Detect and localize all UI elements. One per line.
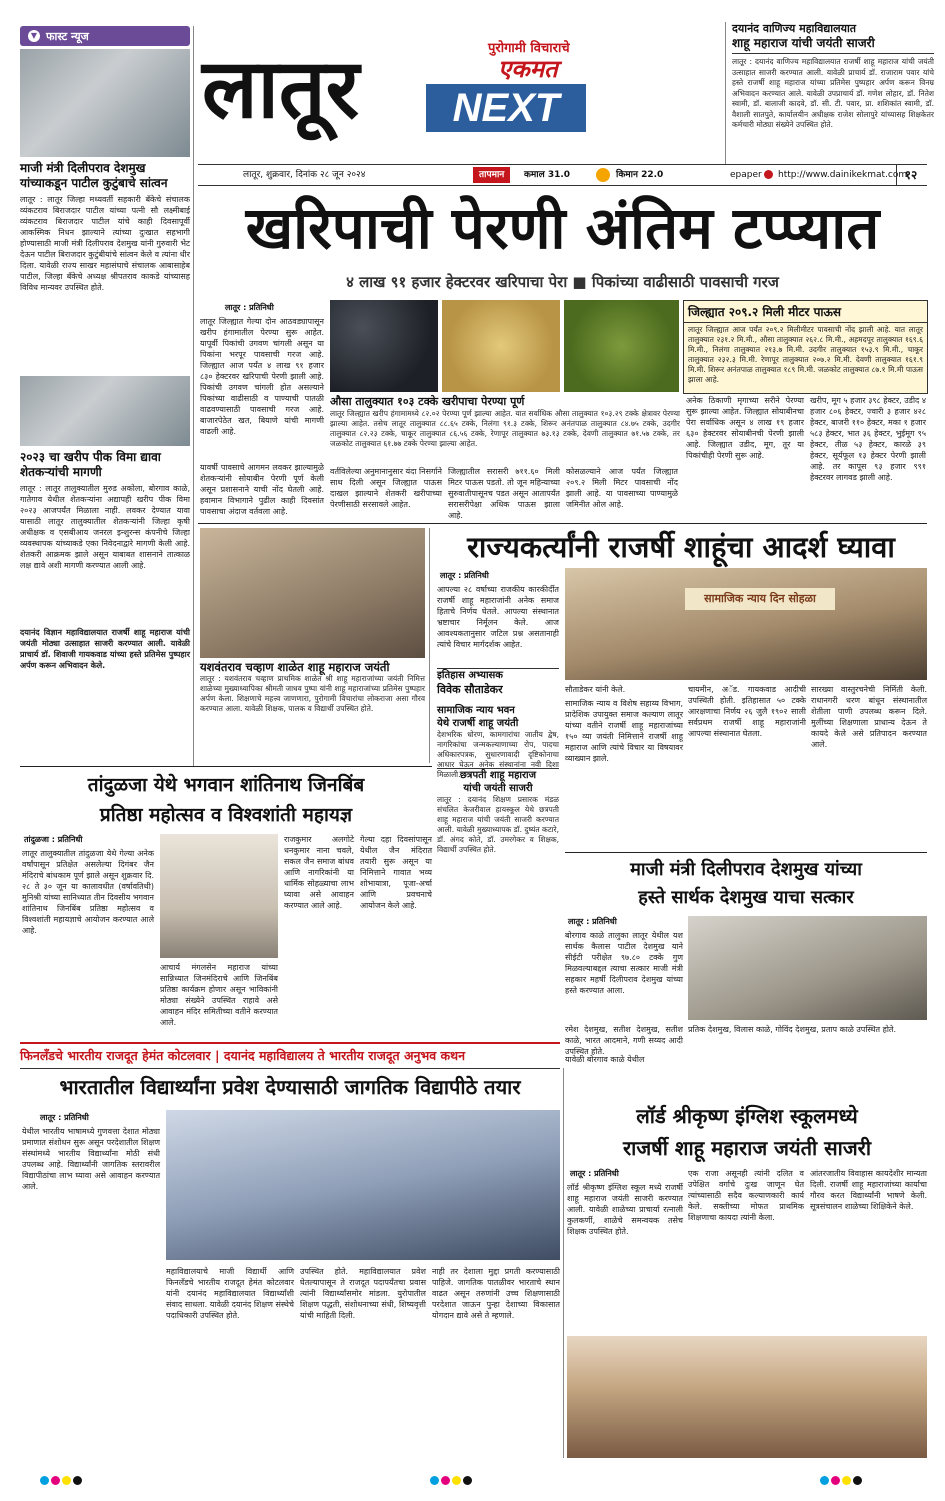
- registration-marks-right: [820, 1470, 920, 1484]
- krishna-column-3: आंतरजातीय विवाहास कायदेशीर मान्यता दिली. राजर्षी शाहू महाराजांच्या कार्याचा गौरव करत विद्यार्थ्यांनी भाषणे केली. सूत्रसंचालन शाळेच्या शिक्षिकेने केले.: [810, 1169, 927, 1211]
- samajik-nyay-body: देशभरिक धोरण, कामगारांचा जातीय द्वेष, नागरिकांचा जन्मकल्याणाच्या रोप, पादचा अधिकारपत्रक, सुधारणावादी दृष्टिकोनाचा आधार घेऊन अनेक संस्थानांना नवी दिशा मिळाली.: [437, 730, 559, 779]
- krishna-students-photo: [567, 1336, 927, 1458]
- lead-column-3: वर्तविलेल्या अनुमानानुसार यंदा निसर्गाने साथ दिली असून जिल्ह्यात पाऊस दाखल झाल्याने शेतकरी खरीपाच्या पेरणीसाठी सरसावले आहेत.: [330, 467, 442, 509]
- ausa-inset: [330, 395, 680, 465]
- university-divider: [563, 1068, 564, 1458]
- krishna-headline-2: राजर्षी शाहू महाराज जयंती साजरी: [622, 1136, 872, 1160]
- lead-bottom-rule: [198, 523, 927, 524]
- rajarshi-column-2: सामाजिक न्याय व विशेष सहाय्य विभाग, प्रादेशिक उपायुक्त समाज कल्याण लातूर यांच्या वतीने राजर्षी शाहू महाराजांच्या १५० व्या जयंती निमित्ताने राजर्षी शाहू महाराज आणि त्यांचे विचार या विषयावर व्याख्यान झाले.: [565, 699, 683, 763]
- university-byline: लातूर : प्रतिनिधी: [40, 1113, 89, 1122]
- deshmukh-caption: यावेळी बोरगाव काळे येथील: [565, 1055, 645, 1064]
- registration-dot-yellow: [452, 1476, 461, 1485]
- registration-dot-magenta: [831, 1476, 840, 1485]
- fast-news-photo-1: [20, 49, 190, 157]
- masthead-tagline: पुरोगामी विचाराचे: [488, 41, 570, 56]
- krishna-column-2: एक राजा असूनही त्यांनी दलित व उपेक्षित वर्गाचे दुःख जाणून घेत त्यांच्यासाठी सदैव कल्याणकारी कार्य केले. सक्तीच्या मोफत प्राथमिक शिक्षणाचा कायदा त्यांनी केला.: [688, 1169, 804, 1222]
- chhatrapati-body: लातूर : दयानंद शिक्षण प्रसारक मंडळ संचलित केजरीवाल हायस्कूल येथे छत्रपती शाहू महाराज यांची जयंती साजरी करण्यात आली. यावेळी मुख्याध्यापक डॉ. दुष्यंत कटारे, डॉ. अंगद कोते, डॉ. उमरगेकर व शिक्षक, विद्यार्थी उपस्थित होते.: [437, 795, 559, 854]
- lead-byline: लातूर : प्रतिनिधी: [225, 303, 274, 312]
- ausa-inset-body: लातूर जिल्ह्यात खरीप हंगामामध्ये ८२.०२ पेरण्या पूर्ण झाल्या आहेत. यात सर्वाधिक औसा तालुक्यात १०३.२९ टक्के क्षेत्रावर पेरण्या झाल्या आहेत. तसेच लातूर तालुक्यात ८८.६५ टक्के, निलंगा ९१.३ टक्के, शिरूर अनंतपाळ तालुक्यात ८४.७५ टक्के, उदगीर तालुक्यात ८२.२३ टक्के, चाकूर तालुक्यात ८६.५६ टक्के, रेणापूर तालुक्यात ७३.१३ टक्के, देवणी तालुक्यात ७१.५७ टक्के, तर जळकोट तालुक्यात ६१.७७ टक्के पेरण्या झाल्या आहेत.: [330, 409, 680, 448]
- tandulja-column-1: लातूर तालुक्यातील तांदुळजा येथे गेल्या अनेक वर्षांपासून प्रतिक्षेत असलेल्या दिगंबर जैन मंदिराचे बांधकाम पूर्ण झाले असून शुक्रवार दि. २८ ते ३० जून या कालावधीत (वर्षावतिथी) मुनिश्री यांच्या सानिध्यात तीन दिवसीय भगवान शांतिनाथ जिनबिंब प्रतिष्ठा महोत्सव व विश्वशांती महायज्ञाचे आयोजन करण्यात आले आहे.: [22, 849, 154, 935]
- historian-title: इतिहास अभ्यासक: [437, 670, 503, 681]
- deshmukh-headline-2: हस्ते सार्थक देशमुख याचा सत्कार: [638, 887, 854, 908]
- chevron-down-icon: ▼: [28, 30, 40, 42]
- dayanand-body: लातूर : दयानंद वाणिज्य महाविद्यालयात राजर्षी शाहू महाराज यांची जयंती उत्साहात साजरी करण्यात आली. यावेळी प्राचार्य डॉ. राजाराम पवार यांचे हस्ते राजर्षी शाहू महाराज यांच्या प्रतिमेस पुष्पहार अर्पण करून विनम्र अभिवादन करण्यात आले. यावेळी उपप्राचार्य डॉ. गणेश लोहार, डॉ. नितेश स्वामी, डॉ. बालाजी कादवे, डॉ. सी. टी. पवार, प्रा. शशिकांत स्वामी, डॉ. वैशाली सातपुते, कार्यालयीन अधीक्षक राजेश सोलापुरे यांच्यासह शिक्षकेतर कर्मचारी मोठ्या संख्येने उपस्थित होते.: [732, 57, 934, 129]
- masthead: [198, 22, 723, 162]
- yashwantrao-title: यशवंतराव चव्हाण शाळेत शाहू महाराज जयंती: [200, 660, 390, 674]
- lead-column-2: यावर्षी पावसाचे आगमन लवकर झाल्यामुळे शेतकऱ्यांनी सोयाबीन पेरणी पूर्ण केली असून प्रशासनाने याची नोंद घेतली आहे. हवामान विभागाने पुढील काही दिवसांत पावसाचा अंदाज वर्तवला आहे.: [200, 463, 324, 516]
- registration-marks-left: [40, 1470, 240, 1484]
- tandulja-headline-2: प्रतिष्ठा महोत्सव व विश्वशांती महायज्ञ: [99, 804, 353, 826]
- lead-column-6: अनेक ठिकाणी मृगाच्या सरीने पेरण्या सुरू झाल्या आहेत. जिल्ह्यात सोयाबीनचा पेरा सर्वाधिक असून ४ लाख १९ हजार ६३० हेक्टरवर सोयाबीनची पेरणी झाली आहे. जिल्ह्यात उडीद, मूग, तूर या पिकांचीही पेरणी सुरू आहे.: [686, 396, 804, 460]
- sun-icon: [596, 168, 610, 182]
- finland-strip: [20, 1042, 560, 1069]
- yashwantrao-caption: [200, 660, 425, 760]
- deshmukh-headline-1: माजी मंत्री दिलीपराव देशमुख यांच्या: [630, 859, 862, 880]
- registration-dot-magenta: [51, 1476, 60, 1485]
- yash-divider: [429, 528, 430, 763]
- lead-photo-urad: [330, 300, 438, 392]
- masthead-title: लातूर: [202, 42, 360, 137]
- event-banner: सामाजिक न्याय दिन सोहळा: [685, 588, 835, 610]
- fast-news-brief: दयानंद विज्ञान महाविद्यालयात राजर्षी शाहू महाराज यांची जयंती मोठ्या उत्साहात साजरी करण्यात आली. यावेळी प्राचार्य डॉ. शिवाजी गायकवाड यांच्या हस्ते प्रतिमेस पुष्पहार अर्पण करून अभिवादन केले.: [20, 628, 190, 670]
- krishna-column-1: लॉर्ड श्रीकृष्ण इंग्लिश स्कूल मध्ये राजर्षी शाहू महाराज जयंती साजरी करण्यात आली. यावेळी शाळेच्या प्राचार्या रत्नाली कुलकर्णी, शाळेचे समन्वयक तसेच शिक्षक उपस्थित होते.: [567, 1183, 683, 1236]
- university-event-photo: [166, 1110, 560, 1260]
- registration-dot-black: [73, 1476, 82, 1485]
- fast-news-body-1: लातूर : लातूर जिल्हा मध्यवर्ती सहकारी बँकेचे संचालक व्यंकटराव बिराजदार पाटील यांच्या पत्नी सौ लक्ष्मीबाई व्यंकटराव बिराजदार पाटील यांचे काही दिवसापूर्वी आकस्मिक निधन झाल्याने त्यांच्या दुःखात सहभागी होण्यासाठी माजी मंत्री दिलीपराव देशमुख यांनी गुरुवारी भेट देऊन पाटील बिराजदार कुटुंबीयांचे सांत्वन केले व त्यांना धीर दिला. यावेळी राज्य साखर महासंघाचे संचालक आबासाहेब पाटील, जिल्हा बँकेचे अध्यक्ष श्रीपतराव काकडे यांच्यासह विविध मान्यवर उपस्थित होते.: [20, 195, 190, 292]
- rain-box: [683, 300, 928, 394]
- fast-news-body-2: लातूर : लातूर तालुक्यातील मुरुड अकोला, बोरगाव काळे, गातेगाव येथील शेतकऱ्यांना अद्यापही खरीप पीक विमा २०२३ आजपर्यंत मिळाला नाही. लवकर देण्यात यावा यासाठी लातूर तालुक्यातील शेतकऱ्यांनी जिल्हा कृषी अधीक्षक व एसबीआय जनरल इन्शुरन्स कंपनीचे जिल्हा व्यवस्थापक यांच्याकडे एका निवेदनाद्वारे मागणी केली आहे. शेतकरी आक्रमक झाले असून याबाबत शासनाने तात्काळ लक्ष द्यावे अशी मागणी करण्यात आली आहे.: [20, 484, 190, 570]
- rajarshi-column-3: चायमीन, अॅड. गायकवाड आदीची उपस्थिती होती. इतिहासात ५० टक्के आरक्षणाचा निर्णय २६ जुलै १९०२ साली सर्वप्रथम राजर्षी शाहू महाराजांनी आपल्या संस्थानात घेतला.: [688, 685, 806, 738]
- deshmukh-column-3: प्रतिक देशमुख, विलास काळे, गोविंद देशमुख, प्रताप काळे उपस्थित होते.: [688, 1025, 897, 1034]
- lead-subhead: ४ लाख ९१ हजार हेक्टरवर खरिपाचा पेरा ■ पिकांच्या वाढीसाठी पावसाची गरज: [346, 273, 779, 291]
- chhatrapati-box: [437, 768, 559, 1039]
- dateline-bar: [198, 164, 927, 186]
- samajik-nyay-title-1: सामाजिक न्याय भवन: [437, 705, 515, 716]
- yashwantrao-photo: [200, 528, 425, 658]
- registration-dot-yellow: [842, 1476, 851, 1485]
- lead-column-1: लातूर जिल्ह्यात गेल्या दोन आठवड्यापासून खरीप हंगामातील पेरण्या सुरू आहेत. यापूर्वी पिकांची उगवण चांगली असून या पिकांना भरपूर पावसाची गरज आहे. जिल्ह्यात आज पर्यंत ४ लाख ९१ हजार ८३० हेक्टरवर खरिपाची पेरणी झाली आहे. पिकांची उगवण चांगली होत असल्याने पिकांच्या वाढीसाठी व पाण्याची पातळी वाढवण्यासाठी पावसाची गरज आहे. बाजारपेठेत खत, बियाणे यांची मागणी वाढली आहे.: [200, 317, 324, 436]
- fast-news-headline-2: २०२३ चा खरीप पीक विमा द्यावा शेतकऱ्यांची मागणी: [20, 450, 161, 479]
- weather-label: तापमान: [473, 167, 510, 183]
- registration-marks-center: [430, 1470, 630, 1484]
- finland-strip-part1: फिनलँडचे भारतीय राजदूत हेमंत कोटलवार: [20, 1048, 211, 1063]
- chhatrapati-title-1: छत्रपती शाहू महाराज: [459, 770, 537, 781]
- deshmukh-top-rule: [565, 852, 927, 853]
- university-column-3: उपस्थित होते. महाविद्यालयात प्रवेश घेतल्यापासून ते राजदूत पदापर्यंतचा प्रवास त्यांनी विद्यार्थ्यांसमोर मांडला. युरोपातील शिक्षण पद्धती, संशोधनाच्या संधी, शिष्यवृत्ती यांची माहिती दिली.: [300, 1267, 426, 1320]
- finland-strip-part2: | दयानंद महाविद्यालय ते भारतीय राजदूत अनुभव कथन: [214, 1048, 466, 1063]
- dayanand-headline-2: शाहू महाराज यांची जयंती साजरी: [732, 36, 934, 54]
- university-column-1: येथील भारतीय भाषामध्ये गुणवत्ता देशात मोठ्या प्रमाणात संशोधन सुरू असून परदेशातील शिक्षण संस्थांमध्ये भारतीय विद्यार्थ्यांना मोठी संधी उपलब्ध आहे. विद्यार्थ्यांनी जागतिक स्तरावरील विद्यापीठांचा लाभ घ्यावा असे आवाहन करण्यात आले.: [22, 1127, 160, 1191]
- globe-icon: [764, 170, 773, 179]
- tandulja-column-4: गेल्या दहा दिवसांपासून येथील जैन मंदिरात तयारी सुरू असून या निमित्ताने गावात भव्य शोभायात्रा, पूजा-अर्चा आणि प्रवचनाचे आयोजन केले आहे.: [360, 835, 432, 910]
- ausa-inset-title: औसा तालुक्यात १०३ टक्के खरीपाचा पेरण्या पूर्ण: [330, 395, 525, 408]
- lead-column-7: खरीप, मूग ५ हजार ३९८ हेक्टर, उडीद ४ हजार ८०६ हेक्टर, ज्वारी ३ हजार ४२८ हेक्टर, बाजरी ११० हेक्टर, मका १ हजार ५८३ हेक्टर, भात ३६ हेक्टर, भुईमूग ९५ हेक्टर, तीळ ५३ हेक्टर, कारळे ३९ हेक्टर, सूर्यफूल १३ हेक्टर पेरणी झाली आहे. तर कापूस ९३ हजार ९९१ हेक्टरवर लागवड झाली आहे.: [810, 396, 926, 482]
- samajik-nyay-title-2: येथे राजर्षी शाहू जयंती: [437, 718, 519, 729]
- lead-column-5: कोसळल्याने आज पर्यंत जिल्ह्यात २०९.२ मिली मिटर पावसाची नोंद झाली आहे. या पावसाच्या पाण्यामुळे जमिनीत ओल आहे.: [566, 467, 678, 509]
- masthead-next-badge: NEXT: [426, 84, 586, 132]
- registration-dot-magenta: [441, 1476, 450, 1485]
- rain-box-body: लातूर जिल्ह्यात आज पर्यंत २०९.२ मिलीमीटर पावसाची नोंद झाली आहे. यात लातूर तालुक्यात २३१.२ मि.मी., औसा तालुक्यात २६२.८ मि.मी., अहमदपूर तालुक्यात १६९.६ मि.मी., निलंगा तालुक्यात २१३.७ मि.मी. उदगीर तालुक्यात १५३.९ मि.मी., चाकूर तालुक्यात २३२.३ मि.मी. रेणापूर तालुक्यात २०७.२ मि.मी. देवणी तालुक्यात १६१.९ मि.मी. शिरूर अनंतपाळ तालुक्यात १८९ मि.मी. जळकोट तालुक्यात ८७.१ मि.मी पाऊस झाला आहे.: [688, 325, 923, 384]
- deshmukh-column-1: बोरगाव काळे तालुका लातूर येथील यश सार्थक कैलास पाटील देशमुख याने सीईटी परीक्षेत ९७.८० टक्के गुण मिळवल्याबद्दल त्याचा सत्कार माजी मंत्री सहकार महर्षी दिलीपराव देशमुख यांच्या हस्ते करण्यात आला.: [565, 931, 683, 995]
- university-column-4: नाही तर देशाला मुद्दा प्रगती करण्यासाठी पाहिजे. जागतिक पातळीवर भारताचे स्थान वाढत असून तरुणांनी उच्च शिक्षणासाठी परदेशात जाऊन पुन्हा देशाच्या विकासात योगदान द्यावे असे ते म्हणाले.: [432, 1267, 560, 1320]
- fast-news-label-bar: [20, 26, 190, 46]
- rajarshi-byline: लातूर : प्रतिनिधी: [440, 571, 489, 580]
- tandulja-headline-1: तांदुळजा येथे भगवान शांतिनाथ जिनबिंब: [87, 774, 365, 796]
- registration-dot-black: [853, 1476, 862, 1485]
- fast-news-label: फास्ट न्यूज: [46, 29, 89, 43]
- masthead-brand: एकमत: [498, 55, 558, 83]
- deshmukh-byline: लातूर : प्रतिनिधी: [568, 917, 617, 926]
- rajarshi-column-4: सारख्या वास्तुरचनेची निर्मिती केली. राधानगरी धरण बांधून संस्थानातील शेतीला पाणी उपलब्ध करून दिले. मुलींच्या शिक्षणाला प्राधान्य देऊन ते कायदे केले असे प्रतिपादन करण्यात आले.: [811, 685, 927, 749]
- lead-headline: खरिपाची पेरणी अंतिम टप्प्यात: [245, 194, 880, 262]
- krishna-byline: लातूर : प्रतिनिधी: [570, 1169, 619, 1178]
- temp-max: कमाल 31.0: [524, 170, 571, 180]
- rajarshi-historian-box: [437, 668, 559, 703]
- rajarshi-photo-caption: सौताडेकर यांनी केले.: [565, 685, 626, 694]
- rajarshi-event-photo: [565, 568, 927, 680]
- dayanand-box: [725, 22, 934, 164]
- fast-news-headline-1: माजी मंत्री दिलीपराव देशमुख यांच्याकडून पाटील कुटुंबाचे सांत्वन: [20, 161, 168, 190]
- epaper-url[interactable]: http://www.dainikekmat.com: [778, 170, 908, 180]
- university-headline: भारतातील विद्यार्थ्यांना प्रवेश देण्यासाठी जागतिक विद्यापीठे तयार: [59, 1075, 521, 1099]
- rajarshi-column-1: आपल्या २८ वर्षाच्या राजकीय कारकीर्दीत राजर्षी शाहू महाराजांनी अनेक समाज हिताचे निर्णय घेतले. आपल्या संस्थानात भ्रष्टाचार निर्मूलन केले. आज आवश्यकतानुसार जटिल प्रश्न असतानाही त्यांचे विचार मार्गदर्शक आहेत.: [437, 585, 559, 649]
- registration-dot-yellow: [62, 1476, 71, 1485]
- chhatrapati-title-2: यांची जयंती साजरी: [463, 783, 533, 794]
- fast-news-photo-2: [20, 376, 190, 446]
- dayanand-headline-1: दयानंद वाणिज्य महाविद्यालयात: [732, 22, 857, 35]
- yashwantrao-body: लातूर : यशवंतराव चव्हाण प्राथमिक शाळेत श्री शाहू महाराजांच्या जयंती निमित्त शाळेच्या मुख्याध्यापिका श्रीमती जाधव पुष्पा यांनी शाहू महाराजांच्या प्रतिमेस पुष्पहार अर्पण केला. शिक्षणाचे महत्त्व जाणणारा, पुरोगामी विचारांचा लोकराजा असा गौरव करण्यात आला. यावेळी शिक्षक, पालक व विद्यार्थी उपस्थित होते.: [200, 674, 425, 713]
- tandulja-top-rule: [20, 766, 432, 767]
- lead-column-4: जिल्ह्यातील सरासरी ७११.६० मिली मिटर पाऊस पडतो. तो जून महिन्याच्या सुरुवातीपासूनच पडत असून आतापर्यंत सरासरीपेक्षा अधिक पाऊस झाला आहे.: [448, 467, 560, 520]
- tandulja-column-2: आचार्य मंगलसेन महाराज यांच्या सान्निध्यात जिनमंदिराचे आणि जिनबिंब प्रतिष्ठा कार्यक्रम होणार असून भाविकांनी मोठ्या संख्येने उपस्थित राहावे असे आवाहन मंदिर समितीच्या वतीने करण्यात आले.: [160, 963, 278, 1027]
- temp-min: किमान 22.0: [616, 170, 664, 180]
- dateline: लातूर, शुक्रवार, दिनांक २८ जून २०२४: [243, 170, 366, 180]
- registration-dot-cyan: [40, 1476, 49, 1485]
- fast-news-column: [20, 26, 190, 766]
- rain-box-title: जिल्ह्यात २०९.२ मिली मीटर पाऊस: [684, 301, 927, 323]
- tandulja-byline: तांदुळजा : प्रतिनिधी: [24, 835, 83, 844]
- deshmukh-column-2: रमेश देशमुख, सतीश देशमुख, सतीश काळे, भारत आदमाने, गणी सय्यद आदी उपस्थित होते.: [565, 1025, 683, 1056]
- tandulja-idol-photo: [160, 834, 278, 958]
- registration-dot-black: [463, 1476, 472, 1485]
- rajarshi-headline: राज्यकर्त्यांनी राजर्षी शाहूंचा आदर्श घ्यावा: [467, 530, 895, 564]
- lead-photo-moong: [564, 300, 679, 392]
- krishna-headline-1: लॉर्ड श्रीकृष्ण इंग्लिश स्कूलमध्ये: [636, 1104, 858, 1128]
- page-number: १२: [896, 165, 925, 185]
- registration-dot-cyan: [430, 1476, 439, 1485]
- left-column-divider: [193, 26, 194, 766]
- registration-dot-cyan: [820, 1476, 829, 1485]
- historian-name: विवेक सौताडेकर: [437, 683, 503, 696]
- tandulja-column-3: राजकुमार अलगोटे धनकुमार नाना चवले, सकल जैन समाज बांधव आणि नागरिकांनी या धार्मिक सोहळ्याचा लाभ घ्यावा असे आवाहन करण्यात आले आहे.: [284, 835, 354, 910]
- epaper-label: epaper: [730, 170, 762, 180]
- deshmukh-photo: [688, 916, 927, 1020]
- university-column-2: महाविद्यालयाचे माजी विद्यार्थी आणि फिनलँडचे भारतीय राजदूत हेमंत कोटलवार यांनी दयानंद महाविद्यालयात विद्यार्थ्यांशी संवाद साधला. यावेळी दयानंद शिक्षण संस्थेचे पदाधिकारी उपस्थित होते.: [166, 1267, 294, 1320]
- lead-photo-soybean: [442, 300, 560, 392]
